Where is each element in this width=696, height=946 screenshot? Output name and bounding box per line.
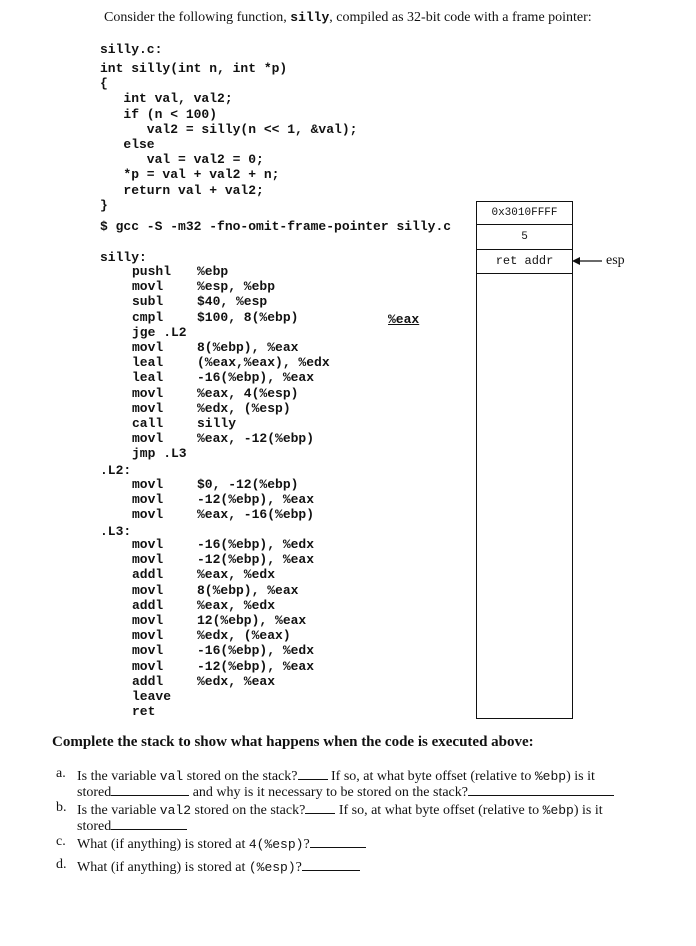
question-c-text-1: What (if anything) is stored at [77, 837, 246, 852]
assembly-label: silly: [100, 250, 147, 265]
assembly-line [0, 325, 470, 340]
assembly-instruction: addl [132, 673, 164, 689]
assembly-operands: 8(%ebp), %eax [197, 582, 299, 598]
question-b-text-3: If so, at what byte offset (relative to [338, 803, 540, 818]
assembly-operands: %eax, -16(%ebp) [197, 507, 315, 523]
question-a-var: val [159, 769, 184, 784]
assembly-operands: -16(%ebp), %edx [197, 537, 315, 552]
source-line: int val, val2; [100, 91, 233, 107]
assembly-operands: 12(%ebp), %eax [197, 612, 307, 628]
eax-register-label: %eax [388, 312, 420, 327]
assembly-operands: %eax, %edx [197, 597, 276, 613]
stack-cell-top-address: 0x3010FFFF [476, 201, 573, 225]
question-c-text-2: ? [303, 837, 310, 852]
assembly-instruction: movl [132, 658, 164, 674]
assembly-instruction: movl [132, 477, 164, 492]
assembly-block-2 [0, 477, 470, 523]
source-line: val2 = silly(n << 1, &val); [100, 121, 358, 137]
assembly-line [0, 416, 470, 431]
assembly-instruction: movl [132, 507, 164, 523]
assembly-operands: -12(%ebp), %eax [197, 492, 315, 508]
assembly-operands: $40, %esp [197, 294, 268, 310]
question-a-text-4: ) is it [566, 769, 595, 784]
assembly-line [0, 492, 470, 507]
assembly-line [0, 279, 470, 294]
assembly-block-3 [0, 537, 470, 719]
assembly-operands: -16(%ebp), %edx [197, 643, 315, 659]
assembly-instruction: movl [132, 612, 164, 628]
assembly-operands: silly [197, 415, 237, 431]
source-line: *p = val + val2 + n; [100, 167, 280, 183]
question-d-marker: d. [56, 857, 67, 872]
assembly-operands: -12(%ebp), %eax [197, 658, 315, 674]
question-c-addr: 4(%esp) [248, 837, 304, 852]
question-b-line2 [77, 816, 187, 835]
intro-suffix: , compiled as 32-bit code with a frame pointer: [329, 10, 592, 25]
source-line: if (n < 100) [100, 106, 218, 122]
question-b-text-5: stored [77, 819, 112, 834]
question-d-line [77, 857, 360, 876]
answer-c-blank[interactable] [310, 834, 366, 848]
question-d-text-1: What (if anything) is stored at [77, 860, 246, 875]
esp-arrow-icon [572, 255, 604, 267]
question-b-text-4: ) is it [573, 803, 603, 818]
assembly-block-1 [0, 264, 470, 461]
answer-b-stored-blank[interactable] [305, 800, 335, 814]
assembly-instruction: addl [132, 597, 164, 613]
stack-cell-empty-area[interactable] [476, 273, 573, 719]
assembly-instruction: movl [132, 279, 164, 295]
answer-a-why-blank[interactable] [468, 782, 614, 796]
question-c-line [77, 834, 366, 853]
assembly-operands: %edx, (%esp) [197, 400, 291, 416]
intro-text [104, 10, 592, 26]
source-line: else [100, 136, 155, 152]
assembly-instruction: subl [132, 294, 164, 310]
question-a-marker: a. [56, 766, 66, 781]
assembly-instruction: call [132, 415, 164, 431]
assembly-line [0, 370, 470, 385]
assembly-instruction: movl [132, 339, 164, 355]
stack-cell-value: 5 [476, 224, 573, 250]
question-a-text-2: stored on the stack? [186, 769, 298, 784]
answer-a-offset-blank[interactable] [111, 782, 189, 796]
assembly-instruction: ret [132, 704, 156, 720]
question-a-text-6: and why is it necessary to be stored on the stack? [192, 785, 468, 800]
stack-cell-ret-addr: ret addr [476, 249, 573, 274]
source-line: val = val2 = 0; [100, 152, 264, 168]
esp-label: esp [606, 253, 625, 268]
assembly-label-l2: .L2: [100, 463, 132, 478]
source-code [100, 61, 357, 213]
assembly-instruction: movl [132, 537, 164, 552]
assembly-line [0, 294, 470, 309]
question-b-var: val2 [159, 803, 192, 818]
question-b-marker: b. [56, 800, 67, 815]
intro-prefix: Consider the following function, [104, 10, 287, 25]
source-line: } [100, 197, 108, 213]
assembly-line [0, 674, 470, 689]
question-b-reg: %ebp [542, 803, 574, 818]
assembly-line [0, 643, 470, 658]
assembly-operands: $100, 8(%ebp) [197, 309, 299, 325]
assembly-instruction: addl [132, 567, 164, 583]
assembly-line [0, 567, 470, 582]
question-a-text-3: If so, at what byte offset (relative to [331, 769, 532, 784]
assembly-operands: %eax, %edx [197, 567, 276, 583]
assembly-line [0, 689, 470, 704]
question-b-text-2: stored on the stack? [194, 803, 306, 818]
assembly-operands: %ebp [197, 264, 229, 279]
assembly-line [0, 431, 470, 446]
assembly-line [0, 264, 470, 279]
answer-a-stored-blank[interactable] [298, 766, 328, 780]
assembly-line [0, 386, 470, 401]
assembly-instruction: movl [132, 492, 164, 508]
assembly-instruction: movl [132, 582, 164, 598]
assembly-operands: -12(%ebp), %eax [197, 552, 315, 568]
assembly-instruction: jge .L2 [132, 324, 187, 340]
assembly-line [0, 613, 470, 628]
assembly-instruction: movl [132, 400, 164, 416]
assembly-instruction: movl [132, 643, 164, 659]
assembly-operands: %edx, (%eax) [197, 628, 291, 644]
assembly-line [0, 583, 470, 598]
answer-d-blank[interactable] [302, 857, 360, 871]
assembly-label-l3: .L3: [100, 524, 132, 539]
assembly-instruction: movl [132, 385, 164, 401]
assembly-line [0, 477, 470, 492]
assembly-operands: $0, -12(%ebp) [197, 477, 299, 492]
question-a-reg: %ebp [534, 769, 567, 784]
question-b-text-1: Is the variable [77, 803, 157, 818]
question-c-marker: c. [56, 834, 66, 849]
assembly-operands: (%eax,%eax), %edx [197, 355, 330, 371]
source-line: int silly(int n, int *p) [100, 61, 288, 76]
assembly-operands: %eax, -12(%ebp) [197, 431, 315, 447]
intro-func-name: silly [290, 10, 330, 25]
assembly-line [0, 598, 470, 613]
question-a-text-5: stored [77, 785, 112, 800]
question-d-text-2: ? [295, 860, 302, 875]
answer-b-offset-blank[interactable] [111, 816, 187, 830]
assembly-instruction: pushl [132, 264, 172, 279]
assembly-instruction: leal [132, 355, 164, 371]
assembly-line [0, 537, 470, 552]
source-line: { [100, 76, 108, 92]
assembly-line [0, 659, 470, 674]
assembly-instruction: leave [132, 688, 172, 704]
gcc-command: $ gcc -S -m32 -fno-omit-frame-pointer silly.c [100, 219, 452, 234]
source-line: return val + val2; [100, 182, 264, 198]
assembly-line [0, 401, 470, 416]
assembly-operands: %edx, %eax [197, 673, 276, 689]
assembly-instruction: cmpl [132, 309, 164, 325]
assembly-line [0, 552, 470, 567]
assembly-line [0, 704, 470, 719]
question-d-addr: (%esp) [248, 860, 296, 875]
assembly-line [0, 628, 470, 643]
question-a-text-1: Is the variable [77, 769, 157, 784]
assembly-line [0, 340, 470, 355]
assembly-instruction: movl [132, 628, 164, 644]
assembly-operands: %esp, %ebp [197, 279, 276, 295]
instructions-heading: Complete the stack to show what happens when the code is executed above: [52, 734, 534, 750]
assembly-instruction: jmp .L3 [132, 446, 187, 462]
assembly-instruction: movl [132, 552, 164, 568]
assembly-line [0, 355, 470, 370]
assembly-instruction: movl [132, 431, 164, 447]
assembly-line [0, 507, 470, 522]
assembly-operands: %eax, 4(%esp) [197, 385, 299, 401]
assembly-line [0, 446, 470, 461]
assembly-operands: -16(%ebp), %eax [197, 370, 315, 386]
assembly-operands: 8(%ebp), %eax [197, 339, 299, 355]
assembly-instruction: leal [132, 370, 164, 386]
source-filename: silly.c: [100, 42, 163, 57]
question-a-line2 [77, 782, 614, 801]
